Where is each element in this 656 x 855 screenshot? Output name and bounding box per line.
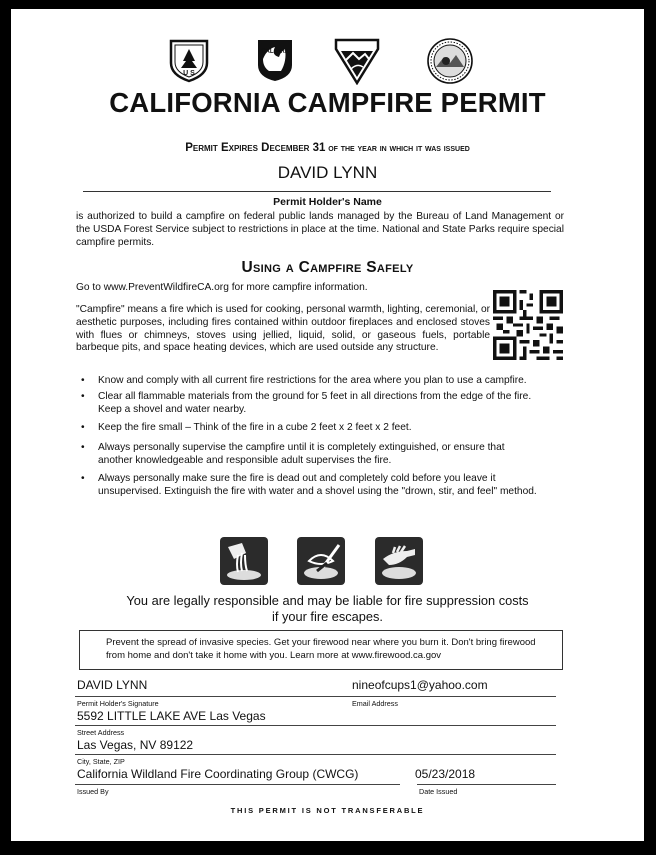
issued-by-line <box>75 784 400 785</box>
info-link-text: Go to www.PreventWildfireCA.org for more campfire information. <box>76 282 368 293</box>
list-item: • Know and comply with all current fire restrictions for the area where you plan to use a campfire. <box>76 374 541 387</box>
issued-by-value: California Wildland Fire Coordinating Group (CWCG) <box>77 767 359 781</box>
date-issued-label: Date Issued <box>419 787 458 796</box>
safety-rules-list <box>76 374 541 498</box>
holder-underline <box>83 191 551 192</box>
city-label: City, State, ZIP <box>77 757 125 766</box>
expiration-notice <box>11 142 644 154</box>
signature-value: DAVID LYNN <box>77 678 148 692</box>
street-value: 5592 LITTLE LAKE AVE Las Vegas <box>77 709 266 723</box>
legal-notice <box>11 593 644 625</box>
permit-page <box>11 9 644 841</box>
permit-holder-name: DAVID LYNN <box>277 163 378 182</box>
non-transferable-notice: THIS PERMIT IS NOT TRANSFERABLE <box>230 806 425 815</box>
qr-code-icon <box>493 290 563 360</box>
calfire-logo-icon <box>255 37 295 83</box>
expiration-rest: of the year in which it was issued <box>325 143 470 154</box>
date-issued-line <box>417 784 556 785</box>
campfire-definition: "Campfire" means a fire which is used for cooking, personal warmth, lighting, ceremonial, or aesthetic purposes, including fires contained within outdoor fireplaces and enclosed stoves with flues or chimneys, stoves using jellied, liquid, solid, or gaseous fuels, portable barbeque pits, and space heating devices, which are used outside any structure. <box>76 304 490 354</box>
legal-line-1: You are legally responsible and may be liable for fire suppression costs <box>126 593 529 608</box>
list-item: • Always personally make sure the fire is dead out and completely cold before you leave it unsupervised. Extinguish the fire with water and a shovel using the "drown, stir, and feel" method. <box>76 472 541 498</box>
expiration-date: Permit Expires December 31 <box>185 142 326 154</box>
usfs-logo-text: U S <box>183 70 195 77</box>
firewood-notice-box <box>79 630 563 670</box>
legal-line-2: if your fire escapes. <box>272 609 383 624</box>
state-seal-icon <box>426 37 474 85</box>
signature-email-line <box>75 696 556 697</box>
page-title: CALIFORNIA CAMPFIRE PERMIT <box>109 87 546 118</box>
blm-logo-icon <box>333 37 381 85</box>
date-issued-value: 05/23/2018 <box>415 767 476 781</box>
stir-fire-icon <box>297 537 345 585</box>
usfs-shield-icon <box>168 37 210 83</box>
firewood-notice-text: Prevent the spread of invasive species. Get your firewood near where you burn it. Don't bring firewood from home and don't take it home with you. Learn more at www.firewood.ca.gov <box>106 637 536 661</box>
list-item: • Keep the fire small – Think of the fire in a cube 2 feet x 2 feet x 2 feet. <box>76 421 541 434</box>
feel-fire-icon <box>375 537 423 585</box>
drown-fire-icon <box>220 537 268 585</box>
email-label: Email Address <box>352 699 398 708</box>
list-item: • Always personally supervise the campfire until it is completely extinguished, or ensure that another knowledgeable and responsible adult supervises the fire. <box>76 441 541 467</box>
list-item: • Clear all flammable materials from the ground for 5 feet in all directions from the edge of the fire. Keep a shovel and water nearby. <box>76 390 541 416</box>
authorization-text: is authorized to build a campfire on federal public lands managed by the Bureau of Land Management or the USDA Forest Service subject to restrictions in place at the time. National and State Parks require special campfire permits. <box>76 211 564 249</box>
calfire-logo-text: CAL FIRE <box>261 49 289 55</box>
city-line <box>75 754 556 755</box>
city-value: Las Vegas, NV 89122 <box>77 738 194 752</box>
issued-by-label: Issued By <box>77 787 109 796</box>
email-value: nineofcups1@yahoo.com <box>352 678 488 692</box>
signature-label: Permit Holder's Signature <box>77 699 159 708</box>
street-label: Street Address <box>77 728 125 737</box>
section-title: Using a Campfire Safely <box>241 259 414 276</box>
street-line <box>75 725 556 726</box>
permit-holder-label: Permit Holder's Name <box>273 196 382 208</box>
